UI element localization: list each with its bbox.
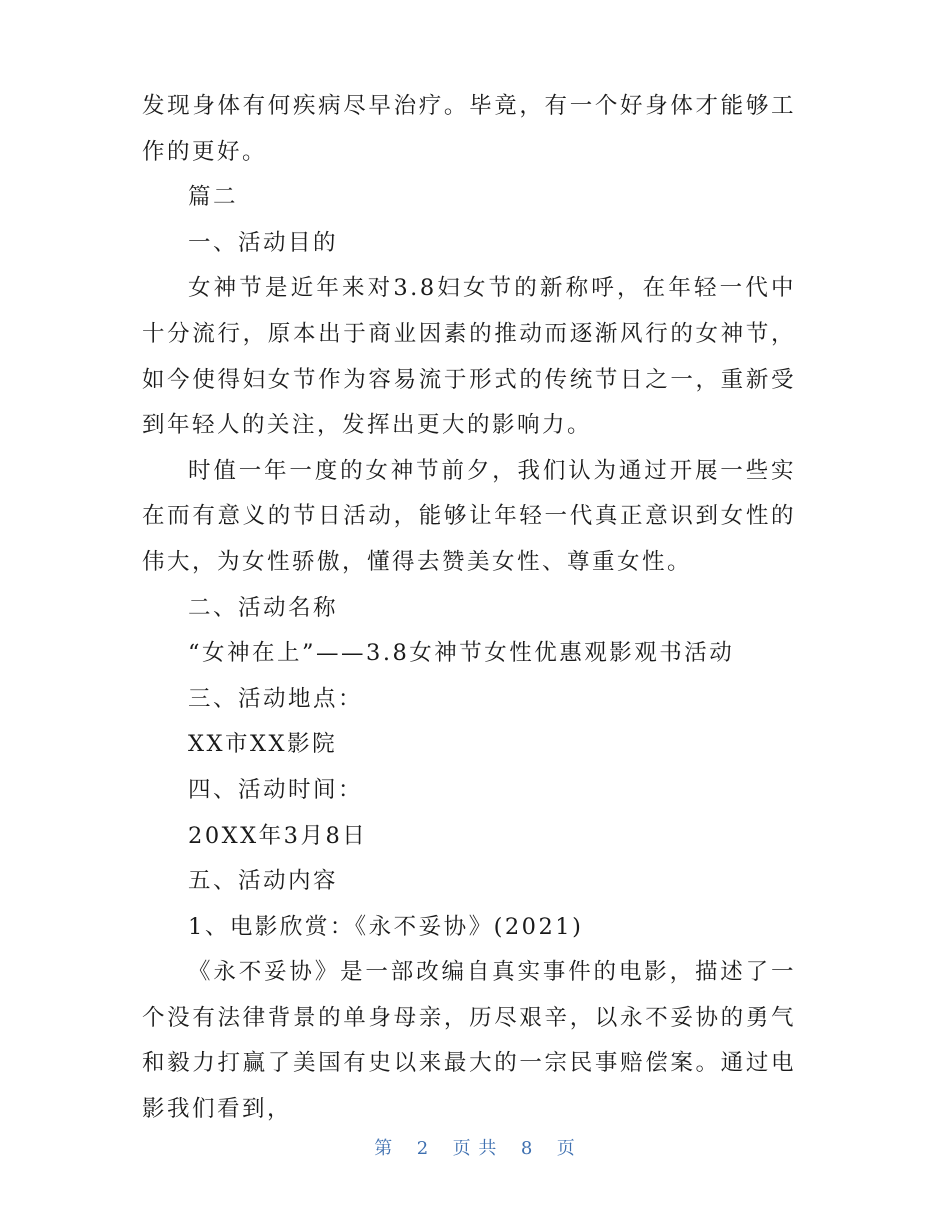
heading-activity-time: 四、活动时间： bbox=[188, 776, 364, 803]
paragraph-purpose-2: 时值一年一度的女神节前夕，我们认为通过开展一些实在而有意义的节日活动，能够让年轻一代真正意识到女性的伟大，为女性骄傲，懂得去赞美女性、尊重女性。 bbox=[142, 457, 796, 575]
content-item-movie: 1、电影欣赏：《永不妥协》(2021) bbox=[188, 913, 584, 940]
paragraph-movie-description: 《永不妥协》是一部改编自真实事件的电影，描述了一个没有法律背景的单身母亲，历尽艰辛，以永不妥协的勇气和毅力打赢了美国有史以来最大的一宗民事赔偿案。通过电影我们看到， bbox=[142, 959, 796, 1123]
paragraph-purpose-1: 女神节是近年来对3.8妇女节的新称呼，在年轻一代中十分流行，原本出于商业因素的推动而逐渐风行的女神节，如今使得妇女节作为容易流于形式的传统节日之一，重新受到年轻人的关注，发挥出更大的影响力。 bbox=[142, 275, 796, 439]
heading-activity-content: 五、活动内容 bbox=[188, 868, 339, 895]
activity-location-value: XX市XX影院 bbox=[188, 731, 338, 758]
section-title-part-two: 篇二 bbox=[188, 184, 239, 211]
activity-name-value: “女神在上”——3.8女神节女性优惠观影观书活动 bbox=[188, 640, 735, 667]
heading-activity-name: 二、活动名称 bbox=[188, 594, 339, 621]
page-label-suffix: 页 bbox=[556, 1138, 576, 1159]
heading-activity-location: 三、活动地点： bbox=[188, 685, 364, 712]
document-body bbox=[142, 84, 796, 1133]
page-label-mid: 页 共 bbox=[452, 1138, 498, 1159]
current-page-number: 2 bbox=[416, 1138, 430, 1159]
page-footer bbox=[0, 1134, 950, 1160]
heading-activity-purpose: 一、活动目的 bbox=[188, 229, 339, 256]
activity-time-value: 20XX年3月8日 bbox=[188, 822, 368, 849]
total-pages-number: 8 bbox=[520, 1138, 534, 1159]
page-label-prefix: 第 bbox=[374, 1138, 394, 1159]
paragraph-continued: 发现身体有何疾病尽早治疗。毕竟，有一个好身体才能够工作的更好。 bbox=[142, 93, 796, 165]
